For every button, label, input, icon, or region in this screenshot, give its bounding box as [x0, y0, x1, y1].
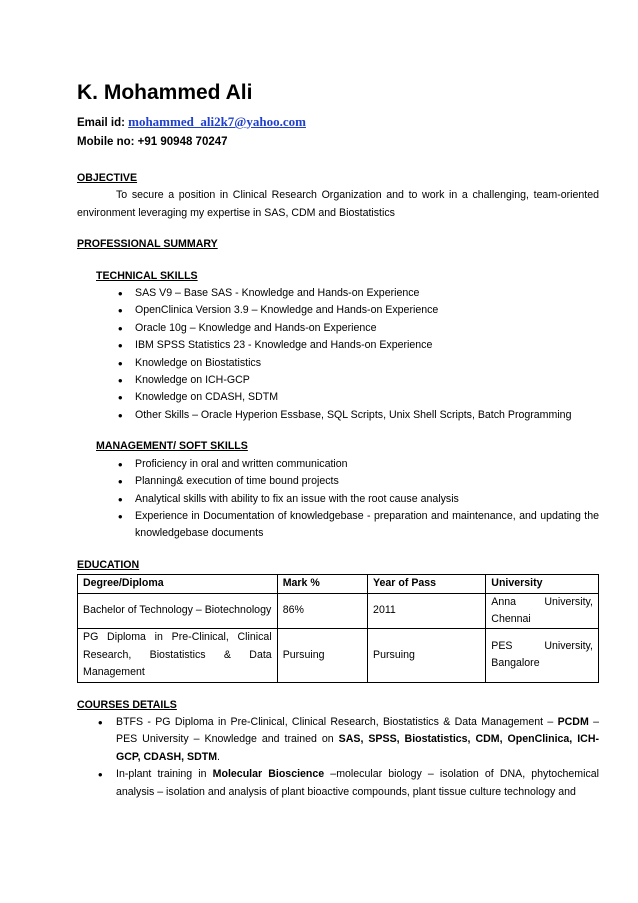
list-item: • Proficiency in oral and written communication — [77, 456, 599, 473]
table-cell: Anna University, Chennai — [486, 593, 599, 629]
table-cell: PG Diploma in Pre-Clinical, Clinical Research, Biostatistics & Data Management — [78, 629, 278, 682]
education-heading: EDUCATION — [77, 558, 140, 571]
table-cell: 86% — [277, 593, 367, 629]
professional-summary-heading: PROFESSIONAL SUMMARY — [77, 238, 218, 251]
course-text: . — [217, 750, 220, 763]
table-header-row — [78, 575, 599, 593]
list-item: • Analytical skills with ability to fix an issue with the root cause analysis — [77, 491, 599, 508]
course-text: – PES University – Knowledge and trained on — [116, 715, 599, 746]
list-item: • Other Skills – Oracle Hyperion Essbase, SQL Scripts, Unix Shell Scripts, Batch Programming — [77, 407, 599, 424]
course-text: –molecular biology – isolation of DNA, phytochemical analysis – isolation and analysis of plant bioactive compounds, plant tissue culture technology and — [116, 768, 599, 798]
courses-list — [77, 714, 599, 801]
spacer — [77, 424, 599, 438]
list-item: • SAS V9 – Base SAS - Knowledge and Hands-on Experience — [77, 285, 599, 302]
table-cell: Pursuing — [277, 629, 367, 682]
technical-skills-list — [77, 285, 599, 424]
education-table — [77, 574, 599, 682]
email-label: Email id: — [77, 117, 129, 129]
table-row — [78, 593, 599, 629]
list-item: • Knowledge on ICH-GCP — [77, 372, 599, 389]
management-skills-list — [77, 456, 599, 543]
email-link[interactable]: mohammed_ali2k7@yahoo.com — [128, 114, 306, 129]
list-item: • IBM SPSS Statistics 23 - Knowledge and Hands-on Experience — [77, 337, 599, 354]
table-cell: Bachelor of Technology – Biotechnology — [78, 593, 278, 629]
courses-heading: COURSES DETAILS — [77, 698, 177, 711]
list-item: • Planning& execution of time bound projects — [77, 473, 599, 490]
table-cell: Pursuing — [368, 629, 486, 682]
mobile-line: Mobile no: +91 90948 70247 — [77, 136, 228, 148]
email-line — [77, 112, 599, 133]
course-text: In-plant training in — [116, 768, 213, 781]
management-skills-heading: MANAGEMENT/ SOFT SKILLS — [96, 440, 248, 453]
list-item — [77, 766, 599, 801]
course-text: BTFS - PG Diploma in Pre-Clinical, Clinical Research, Biostatistics & Data Management – — [116, 715, 558, 728]
list-item: • Experience in Documentation of knowledgebase - preparation and maintenance, and updating the knowledgebase documents — [77, 508, 599, 543]
objective-heading: OBJECTIVE — [77, 172, 138, 184]
column-header: Degree/Diploma — [78, 575, 278, 593]
list-item: • Oracle 10g – Knowledge and Hands-on Experience — [77, 320, 599, 337]
list-item — [77, 714, 599, 766]
table-cell: PES University, Bangalore — [486, 629, 599, 682]
list-item: • Knowledge on Biostatistics — [77, 355, 599, 372]
technical-skills-heading: TECHNICAL SKILLS — [96, 269, 198, 282]
objective-text: To secure a position in Clinical Research Organization and to work in a challenging, team-oriented environment leveraging my expertise in SAS, CDM and Biostatistics — [77, 189, 599, 219]
list-item: • Knowledge on CDASH, SDTM — [77, 389, 599, 406]
candidate-name: K. Mohammed Ali — [77, 81, 253, 104]
resume-page — [77, 80, 599, 801]
spacer — [77, 254, 599, 268]
table-row — [78, 629, 599, 682]
course-highlight: SAS, SPSS, Biostatistics, CDM, OpenClinica, ICH-GCP, CDASH, SDTM — [116, 733, 599, 763]
column-header: Mark % — [277, 575, 367, 593]
list-item: • OpenClinica Version 3.9 – Knowledge and Hands-on Experience — [77, 302, 599, 319]
column-header: Year of Pass — [368, 575, 486, 593]
course-highlight: PCDM — [557, 715, 589, 728]
course-highlight: Molecular Bioscience — [212, 768, 325, 781]
column-header: University — [486, 575, 599, 593]
table-cell: 2011 — [368, 593, 486, 629]
